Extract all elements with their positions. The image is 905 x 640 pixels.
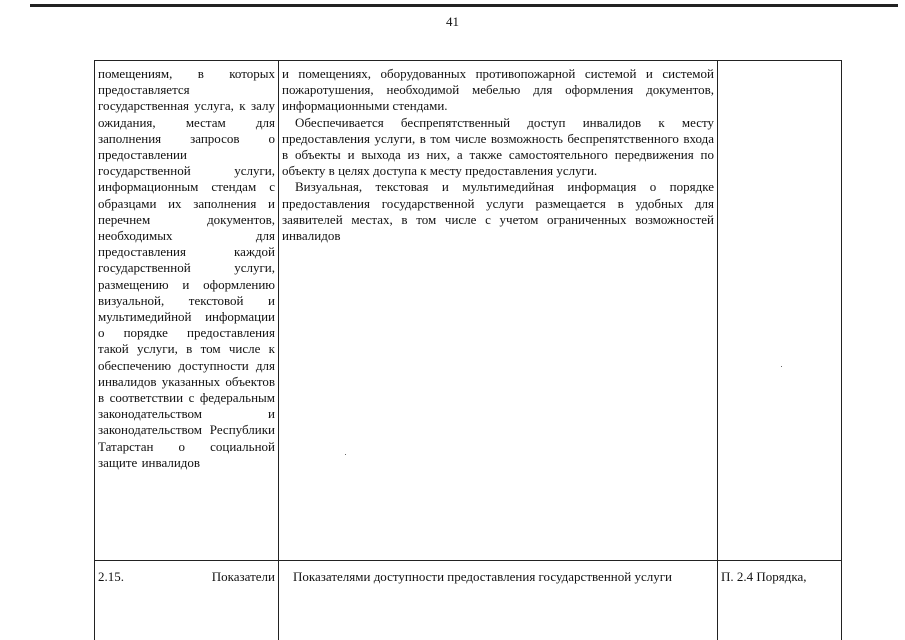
table-top-border (94, 60, 842, 61)
row2-col3-text: П. 2.4 Порядка, (721, 569, 807, 584)
row1-col2-paragraph: и помещениях, оборудованных противопожарной системой и системой пожаротушения, необходимой мебелью для оформления документов, информационными стендами. (282, 66, 714, 114)
column-divider-2 (717, 60, 718, 640)
row1-col2-paragraph: Визуальная, текстовая и мультимедийная информация о порядке предоставления государственной услуги размещается в удобных для заявителей местах, в том числе с учетом ограниченных возможностей инвалидов (282, 179, 714, 244)
row2-col2-text: Показателями доступности предоставления государственной услуги (293, 569, 672, 584)
requirements-table (94, 60, 842, 640)
scan-speck (781, 366, 782, 367)
row2-number: 2.15. (98, 569, 124, 584)
table-right-border (841, 60, 842, 640)
row1-col2-paragraph: Обеспечивается беспрепятственный доступ инвалидов к месту предоставления услуги, в том числе возможность беспрепятственного входа в объекты и выхода из них, а также самостоятельного передвижения по объекту в целях доступа к месту предоставления услуги. (282, 114, 714, 179)
scan-speck (345, 454, 346, 455)
row-divider (94, 560, 842, 561)
top-border-line (30, 4, 898, 7)
row1-col2-content (282, 66, 714, 244)
table-left-border (94, 60, 95, 640)
row1-col1-requirement-text: помещениям, в которых предоставляется государственная услуга, к залу ожидания, местам для заполнения запросов о предоставлении государственной услуги, информационным стендам с образцами их заполнения и перечнем документов, необходимых для предоставления каждой государственной услуги, размещению и оформлению визуальной, текстовой и мультимедийной информации о порядке предоставления такой услуги, в том числе к обеспечению доступности для инвалидов указанных объектов в соответствии с федеральным законодательством и законодательством Республики Татарстан о социальной защите инвалидов (98, 66, 275, 470)
page-number: 41 (446, 14, 459, 29)
row2-col1-text: Показатели (211, 569, 275, 584)
column-divider-1 (278, 60, 279, 640)
row2-col1 (98, 569, 275, 585)
